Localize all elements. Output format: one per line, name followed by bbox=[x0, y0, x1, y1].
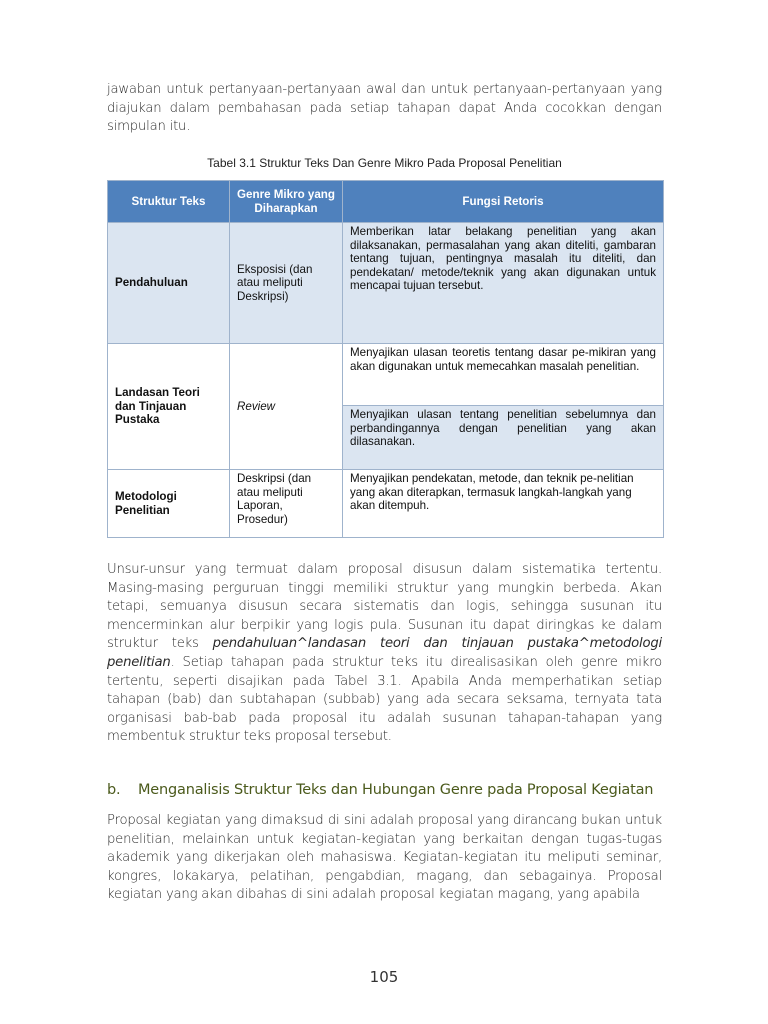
cell-genre: Review bbox=[230, 344, 343, 470]
cell-fungsi: Memberikan latar belakang penelitian yang akan dilaksanakan, permasalahan yang akan diteliti, gambaran tentang tujuan, pentingnya masalah itu diteliti, dan pendekatan/ metode/teknik yang akan digunakan untuk mencapai tujuan tersebut. bbox=[343, 223, 664, 344]
cell-genre: Deskripsi (dan atau meliputi Laporan, Prosedur) bbox=[230, 470, 343, 538]
page-number: 105 bbox=[369, 968, 399, 986]
cell-struktur: Metodologi Penelitian bbox=[108, 470, 230, 538]
table-row bbox=[108, 344, 664, 406]
section-heading bbox=[107, 782, 653, 798]
table-row bbox=[108, 223, 664, 344]
cell-fungsi: Menyajikan ulasan teoretis tentang dasar pe-mikiran yang akan digunakan untuk memecahkan masalah penelitian. bbox=[343, 344, 664, 406]
section-title: Menganalisis Struktur Teks dan Hubungan Genre pada Proposal Kegiatan bbox=[138, 782, 654, 798]
structure-formula: pendahuluan^landasan teori dan tinjauan pustaka^metodologi penelitian bbox=[107, 636, 662, 670]
cell-struktur: Pendahuluan bbox=[108, 223, 230, 344]
activity-paragraph: Proposal kegiatan yang dimaksud di sini adalah proposal yang dirancang bukan untuk penelitian, melainkan untuk kegiatan-kegiatan yang berkaitan dengan tugas-tugas akademik yang dikerjakan oleh mahasiswa. Kegiatan-kegiatan itu meliputi seminar, kongres, lokakarya, pelatihan, pengabdian, magang, dan sebagainya. Proposal kegiatan yang akan dibahas di sini adalah proposal kegiatan magang, yang apabila bbox=[107, 813, 662, 903]
table-row bbox=[108, 470, 664, 538]
paragraph-text: Unsur-unsur yang termuat dalam proposal disusun dalam sistematika tertentu. Masing-masing perguruan tinggi memiliki struktur yang mungkin berbeda. Akan tetapi, semuanya disusun secara sistematis dan logis, sehingga susunan itu mencerminkan alur berpikir yang logis pula. Susunan itu dapat diringkas ke dalam struktur teks bbox=[107, 562, 662, 652]
paragraph-text: . Setiap tahapan pada struktur teks itu direalisasikan oleh genre mikro tertentu, seperti disajikan pada Tabel 3.1. Apabila Anda memperhatikan setiap tahapan (bab) dan subtahapan (subbab) yang ada secara seksama, ternyata tata organisasi bab-bab pada proposal itu adalah susunan tahapan-tahapan yang membentuk struktur teks proposal tersebut. bbox=[107, 654, 662, 745]
header-struktur: Struktur Teks bbox=[108, 181, 230, 223]
header-genre: Genre Mikro yang Diharapkan bbox=[230, 181, 343, 223]
table-header-row bbox=[108, 181, 664, 223]
cell-fungsi: Menyajikan ulasan tentang penelitian sebelumnya dan perbandingannya dengan penelitian yang akan dilasanakan. bbox=[343, 406, 664, 470]
structure-table bbox=[107, 180, 664, 538]
structure-paragraph bbox=[107, 561, 662, 747]
section-label: b. bbox=[107, 782, 121, 798]
cell-fungsi: Menyajikan pendekatan, metode, dan teknik pe-nelitian yang akan diterapkan, termasuk langkah-langkah yang akan ditempuh. bbox=[343, 470, 664, 538]
table-caption: Tabel 3.1 Struktur Teks Dan Genre Mikro Pada Proposal Penelitian bbox=[207, 156, 562, 170]
header-fungsi: Fungsi Retoris bbox=[343, 181, 664, 223]
intro-paragraph: jawaban untuk pertanyaan-pertanyaan awal dan untuk pertanyaan-pertanyaan yang diajukan dalam pembahasan pada setiap tahapan dapat Anda cocokkan dengan simpulan itu. bbox=[107, 82, 662, 135]
cell-struktur: Landasan Teori dan Tinjauan Pustaka bbox=[108, 344, 230, 470]
cell-genre: Eksposisi (dan atau meliputi Deskripsi) bbox=[230, 223, 343, 344]
